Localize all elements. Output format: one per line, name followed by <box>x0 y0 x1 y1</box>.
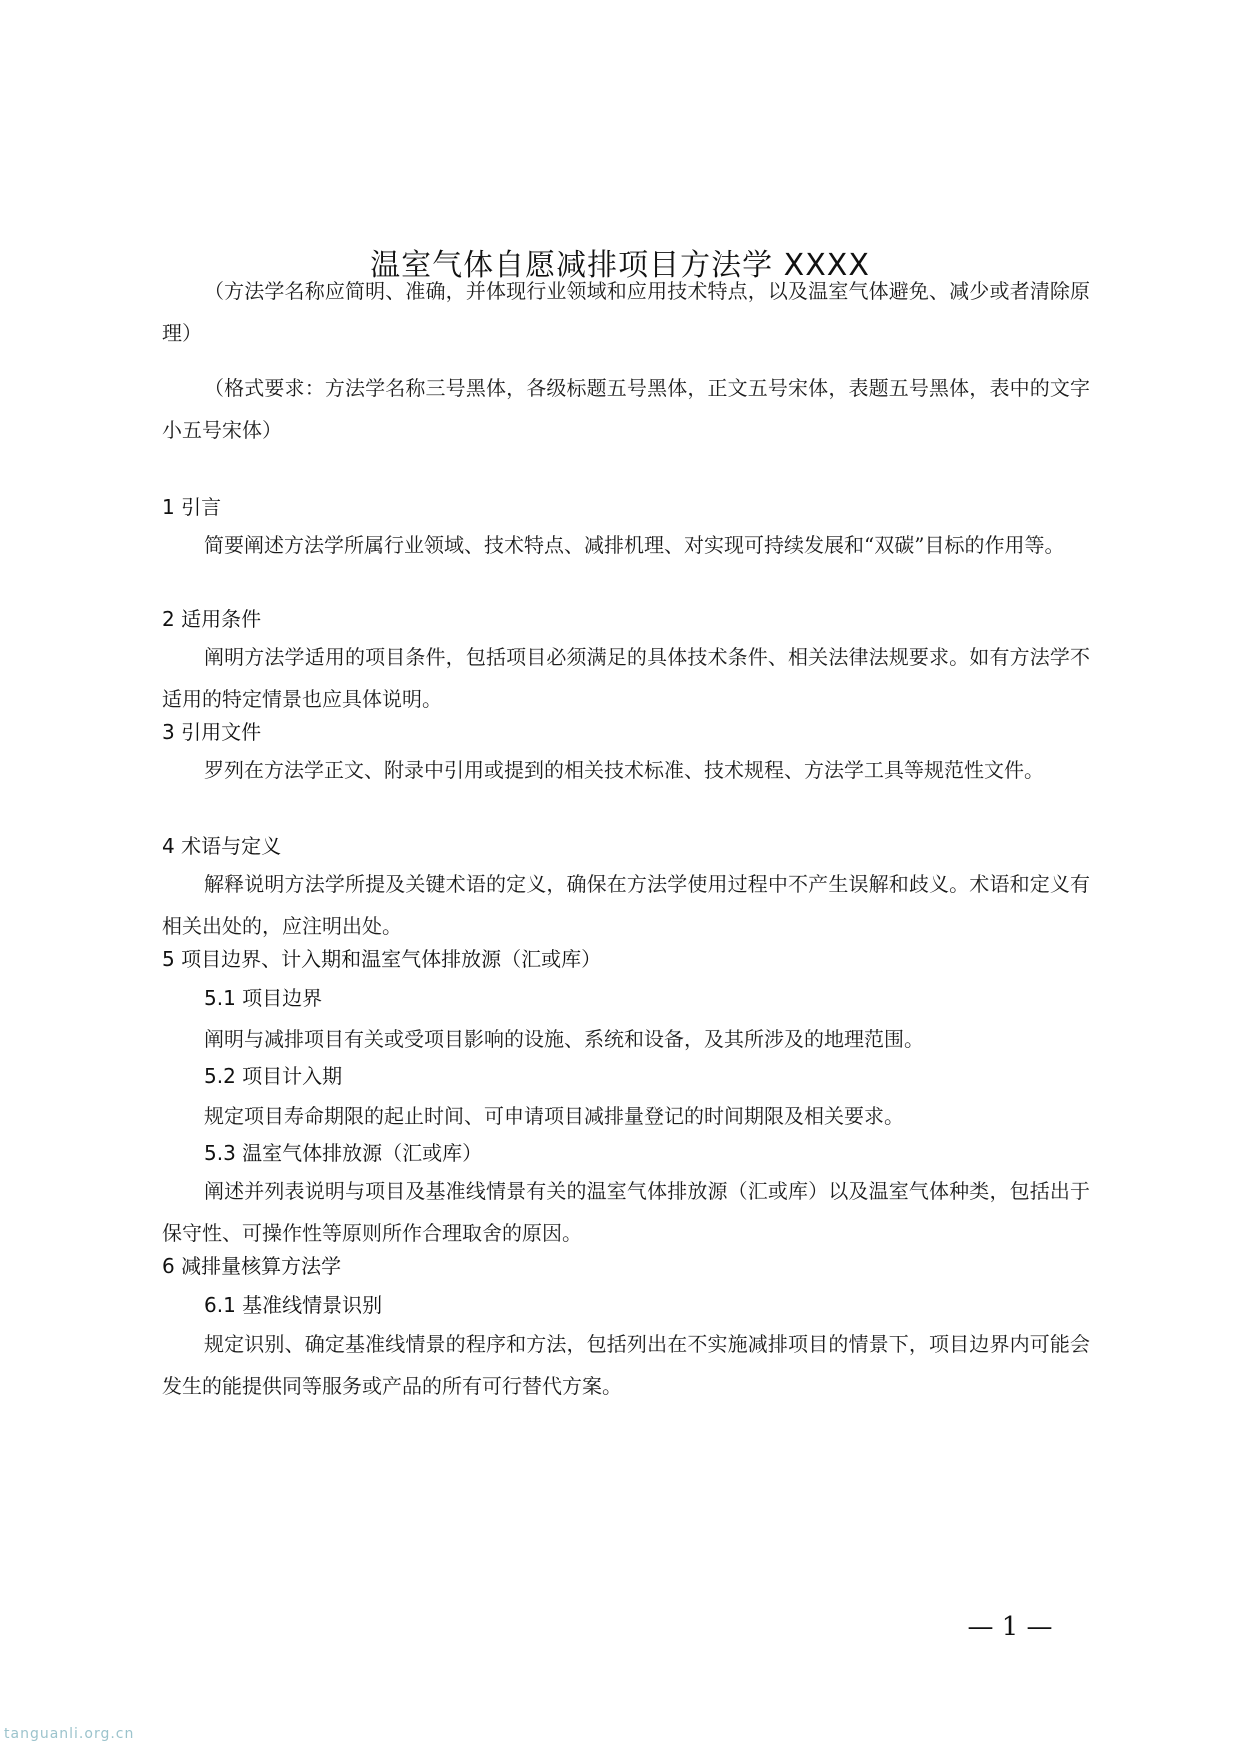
section-5-3-body: 阐述并列表说明与项目及基准线情景有关的温室气体排放源（汇或库）以及温室气体种类，包括出于保守性、可操作性等原则所作合理取舍的原因。 <box>162 1179 1090 1245</box>
section-4-body: 解释说明方法学所提及关键术语的定义，确保在方法学使用过程中不产生误解和歧义。术语和定义有相关出处的，应注明出处。 <box>162 872 1090 938</box>
format-requirements-note: （格式要求：方法学名称三号黑体，各级标题五号黑体，正文五号宋体，表题五号黑体，表中的文字小五号宋体） <box>162 376 1090 442</box>
section-5-1-body: 阐明与减排项目有关或受项目影响的设施、系统和设备，及其所涉及的地理范围。 <box>204 1027 924 1051</box>
section-4-heading: 4 术语与定义 <box>162 834 282 858</box>
section-1-body: 简要阐述方法学所属行业领域、技术特点、减排机理、对实现可持续发展和“双碳”目标的作用等。 <box>204 533 1065 557</box>
section-2-heading: 2 适用条件 <box>162 607 262 631</box>
section-5-2-heading: 5.2 项目计入期 <box>204 1064 343 1088</box>
section-6-1-body: 规定识别、确定基准线情景的程序和方法，包括列出在不实施减排项目的情景下，项目边界内可能会发生的能提供同等服务或产品的所有可行替代方案。 <box>162 1332 1090 1398</box>
section-2-body: 阐明方法学适用的项目条件，包括项目必须满足的具体技术条件、相关法律法规要求。如有方法学不适用的特定情景也应具体说明。 <box>162 645 1090 711</box>
section-5-1-heading: 5.1 项目边界 <box>204 986 323 1010</box>
page-number: — 1 — <box>967 1612 1053 1642</box>
section-5-3-heading: 5.3 温室气体排放源（汇或库） <box>204 1141 483 1165</box>
section-3-heading: 3 引用文件 <box>162 720 262 744</box>
document-title: 温室气体自愿减排项目方法学 XXXX <box>370 248 870 283</box>
section-1-heading: 1 引言 <box>162 495 222 519</box>
title-naming-note: （方法学名称应简明、准确，并体现行业领域和应用技术特点，以及温室气体避免、减少或者清除原理） <box>162 279 1090 345</box>
watermark: tanguanli.org.cn <box>4 1726 135 1742</box>
section-5-heading: 5 项目边界、计入期和温室气体排放源（汇或库） <box>162 947 602 971</box>
section-6-heading: 6 减排量核算方法学 <box>162 1254 342 1278</box>
section-3-body: 罗列在方法学正文、附录中引用或提到的相关技术标准、技术规程、方法学工具等规范性文件。 <box>204 758 1044 782</box>
section-5-2-body: 规定项目寿命期限的起止时间、可申请项目减排量登记的时间期限及相关要求。 <box>204 1104 904 1128</box>
section-6-1-heading: 6.1 基准线情景识别 <box>204 1293 383 1317</box>
